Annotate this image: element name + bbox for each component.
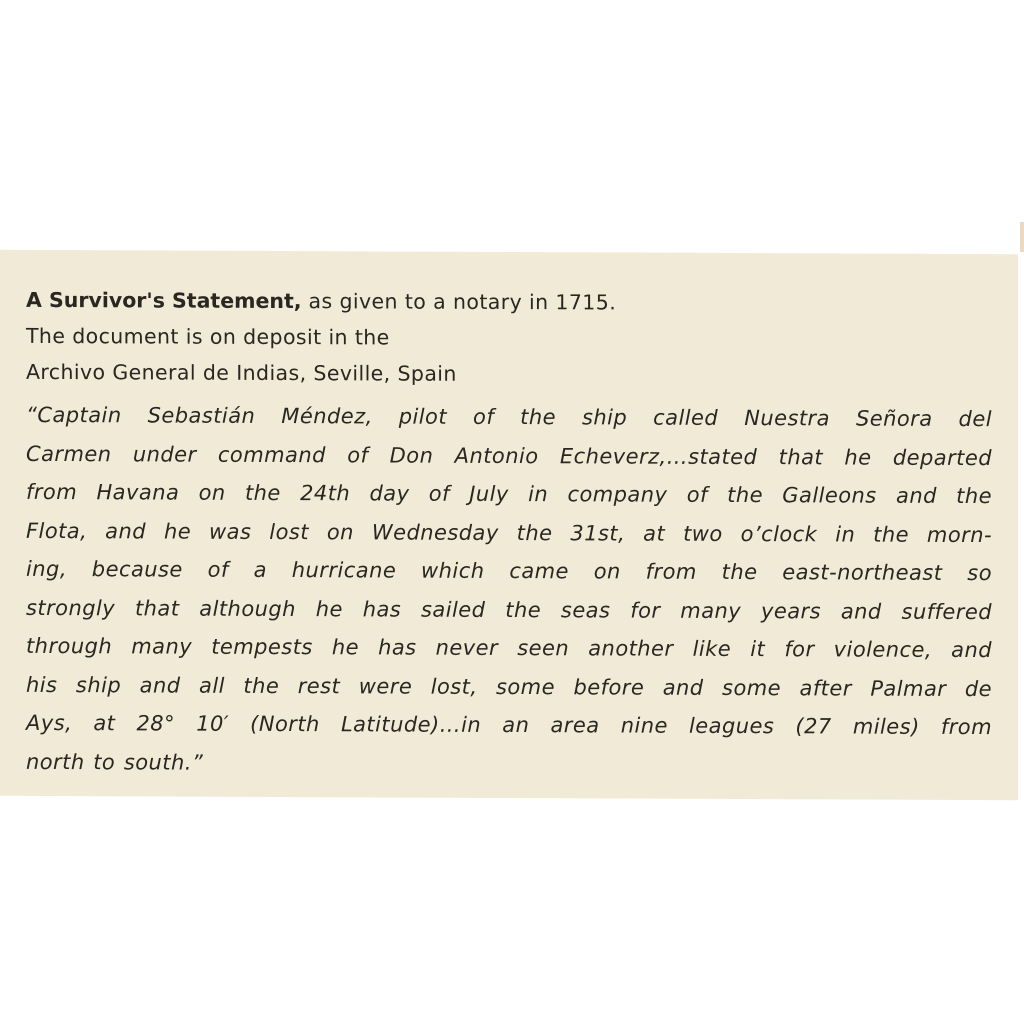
quote-line: Ays, at 28° 10′ (North Latitude)…in an area nine leagues (27 miles) from (26, 710, 992, 740)
deposit-line: The document is on deposit in the (26, 323, 390, 350)
survivor-quote (26, 396, 992, 785)
quote-line: north to south.” (26, 749, 204, 775)
quote-line: his ship and all the rest were lost, some before and some after Palmar de (26, 672, 992, 701)
title-description: as given to a notary in 1715. (301, 289, 617, 315)
quote-line: “Captain Sebastián Méndez, pilot of the ship called Nuestra Señora del (26, 402, 992, 432)
archive-line: Archivo General de Indias, Seville, Spain (26, 359, 457, 386)
quote-line: Flota, and he was lost on Wednesday the 31st, at two o’clock in the morn- (26, 518, 992, 547)
quote-line: from Havana on the 24th day of July in company of the Galleons and the (26, 479, 992, 509)
document-card (0, 250, 1018, 800)
quote-line: strongly that although he has sailed the seas for many years and suffered (26, 595, 992, 624)
quote-line: ing, because of a hurricane which came on from the east-northeast so (26, 556, 992, 586)
paper-edge (1020, 222, 1024, 252)
document-title: A Survivor's Statement, (26, 287, 302, 314)
quote-line: Carmen under command of Don Antonio Echeverz,…stated that he departed (26, 441, 992, 470)
quote-line: through many tempests he has never seen another like it for violence, and (26, 633, 992, 663)
title-line (26, 282, 992, 322)
